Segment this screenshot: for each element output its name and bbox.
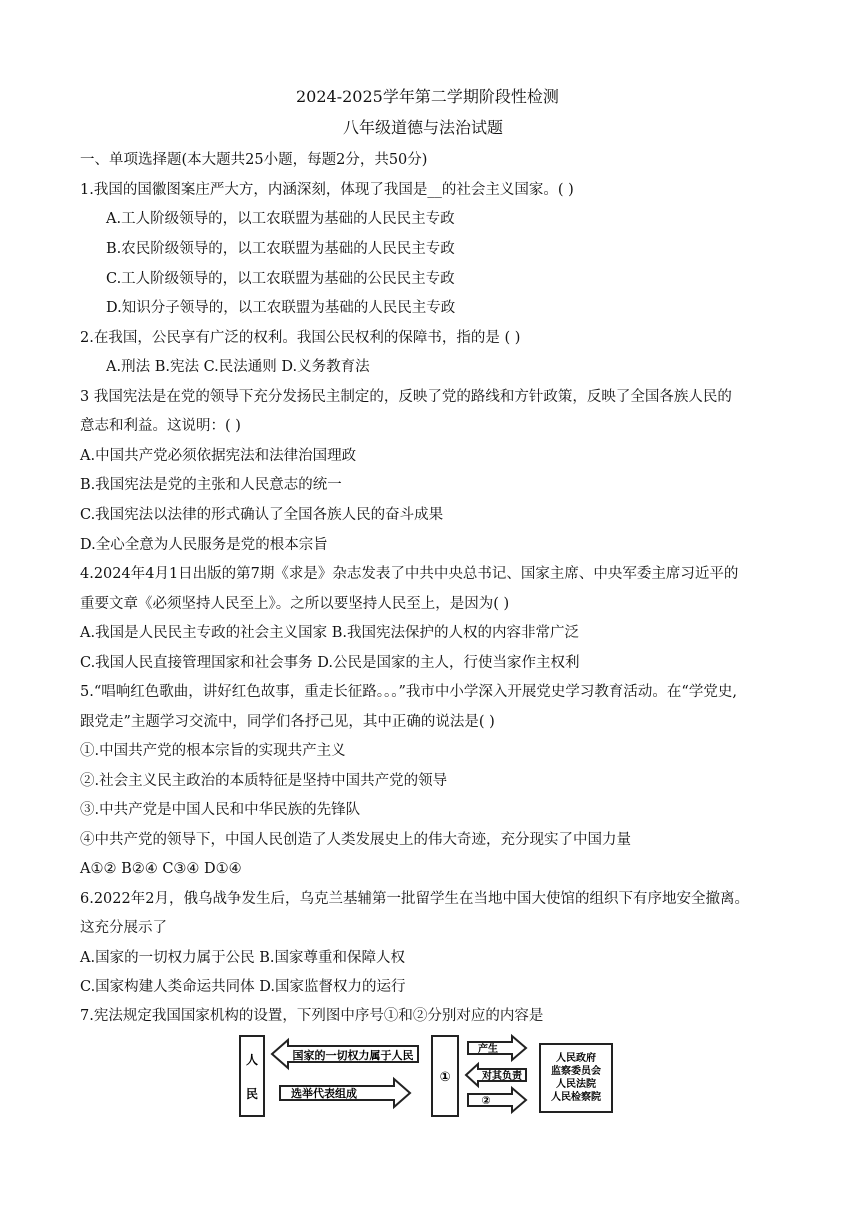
options-2: A.刑法 B.宪法 C.民法通则 D.义务教育法 — [106, 359, 370, 375]
statement-5-1: ①.中国共产党的根本宗旨的实现共产主义 — [80, 743, 346, 759]
question-5-line1: 5.“唱响红色歌曲，讲好红色故事，重走长征路。。。”我市中小学深入开展党史学习教育活动。在“学党史, — [80, 684, 737, 700]
arrow-top-label: 国家的一切权力属于人民 — [292, 1049, 414, 1062]
option-3d: D.全心全意为人民服务是党的根本宗旨 — [80, 537, 328, 553]
circle2-label: ② — [481, 1094, 491, 1107]
organ-government: 人民政府 — [556, 1053, 596, 1064]
options-4-cd: C.我国人民直接管理国家和社会事务 D.公民是国家的主人，行使当家作主权利 — [80, 655, 580, 671]
statement-5-2: ②.社会主义民主政治的本质特征是坚持中国共产党的领导 — [80, 773, 448, 789]
question-2: 2.在我国，公民享有广泛的权利。我国公民权利的保障书，指的是 ( ) — [80, 330, 521, 346]
options-6-cd: C.国家构建人类命运共同体 D.国家监督权力的运行 — [80, 979, 406, 995]
question-3-line2: 意志和利益。这说明：( ) — [80, 418, 241, 434]
options-5: A①② B②④ C③④ D①④ — [80, 861, 242, 877]
option-3a: A.中国共产党必须依据宪法和法律治国理政 — [80, 448, 357, 464]
option-1c: C.工人阶级领导的，以工农联盟为基础的公民民主专政 — [106, 271, 455, 287]
exam-title: 2024-2025学年第二学期阶段性检测 — [296, 87, 559, 106]
option-3c: C.我国宪法以法律的形式确认了全国各族人民的奋斗成果 — [80, 507, 444, 523]
section-heading: 一、单项选择题(本大题共25小题，每题2分，共50分) — [80, 152, 428, 168]
people-label-2: 民 — [245, 1087, 259, 1101]
people-box — [240, 1036, 264, 1116]
organ-court: 人民法院 — [556, 1079, 596, 1090]
circle1-label: ① — [439, 1070, 451, 1085]
option-1d: D.知识分子领导的，以工农联盟为基础的人民民主专政 — [106, 300, 456, 316]
option-1b: B.农民阶级领导的，以工农联盟为基础的人民民主专政 — [106, 241, 455, 257]
statement-5-3: ③.中共产党是中国人民和中华民族的先锋队 — [80, 802, 361, 818]
exam-subtitle: 八年级道德与法治试题 — [343, 118, 504, 137]
option-1a: A.工人阶级领导的，以工农联盟为基础的人民民主专政 — [106, 211, 455, 227]
question-5-line2: 跟党走”主题学习交流中，同学们各抒己见，其中正确的说法是( ) — [80, 714, 495, 730]
option-3b: B.我国宪法是党的主张和人民意志的统一 — [80, 477, 342, 493]
question-3-line1: 3 我国宪法是在党的领导下充分发扬民主制定的，反映了党的路线和方针政策，反映了全国各族人民的 — [80, 389, 732, 405]
responsible-label: 对其负责 — [482, 1071, 522, 1082]
organ-procuratorate: 人民检察院 — [551, 1092, 601, 1103]
question-4-line1: 4.2024年4月1日出版的第7期《求是》杂志发表了中共中央总书记、国家主席、中央军委主席习近平的 — [80, 566, 739, 582]
produce-label: 产生 — [478, 1044, 498, 1055]
question-6-line2: 这充分展示了 — [80, 920, 167, 936]
options-4-ab: A.我国是人民民主专政的社会主义国家 B.我国宪法保护的人权的内容非常广泛 — [80, 625, 579, 641]
question-4-line2: 重要文章《必须坚持人民至上》。之所以要坚持人民至上，是因为( ) — [80, 596, 510, 612]
question-1: 1.我国的国徽图案庄严大方，内涵深刻，体现了我国是__的社会主义国家。( ) — [80, 182, 574, 198]
arrow-circle2 — [468, 1088, 526, 1112]
state-organs-diagram — [236, 1034, 616, 1120]
question-7: 7.宪法规定我国国家机构的设置，下列图中序号①和②分别对应的内容是 — [80, 1008, 544, 1024]
question-6-line1: 6.2022年2月，俄乌战争发生后，乌克兰基辅第一批留学生在当地中国大使馆的组织下有序地安全撤离。 — [80, 891, 749, 907]
arrow-bottom-label: 选举代表组成 — [291, 1087, 357, 1100]
people-label-1: 人 — [245, 1053, 259, 1067]
options-6-ab: A.国家的一切权力属于公民 B.国家尊重和保障人权 — [80, 950, 405, 966]
statement-5-4: ④中共产党的领导下，中国人民创造了人类发展史上的伟大奇迹，充分现实了中国力量 — [80, 832, 631, 848]
organ-supervision: 监察委员会 — [551, 1066, 601, 1077]
